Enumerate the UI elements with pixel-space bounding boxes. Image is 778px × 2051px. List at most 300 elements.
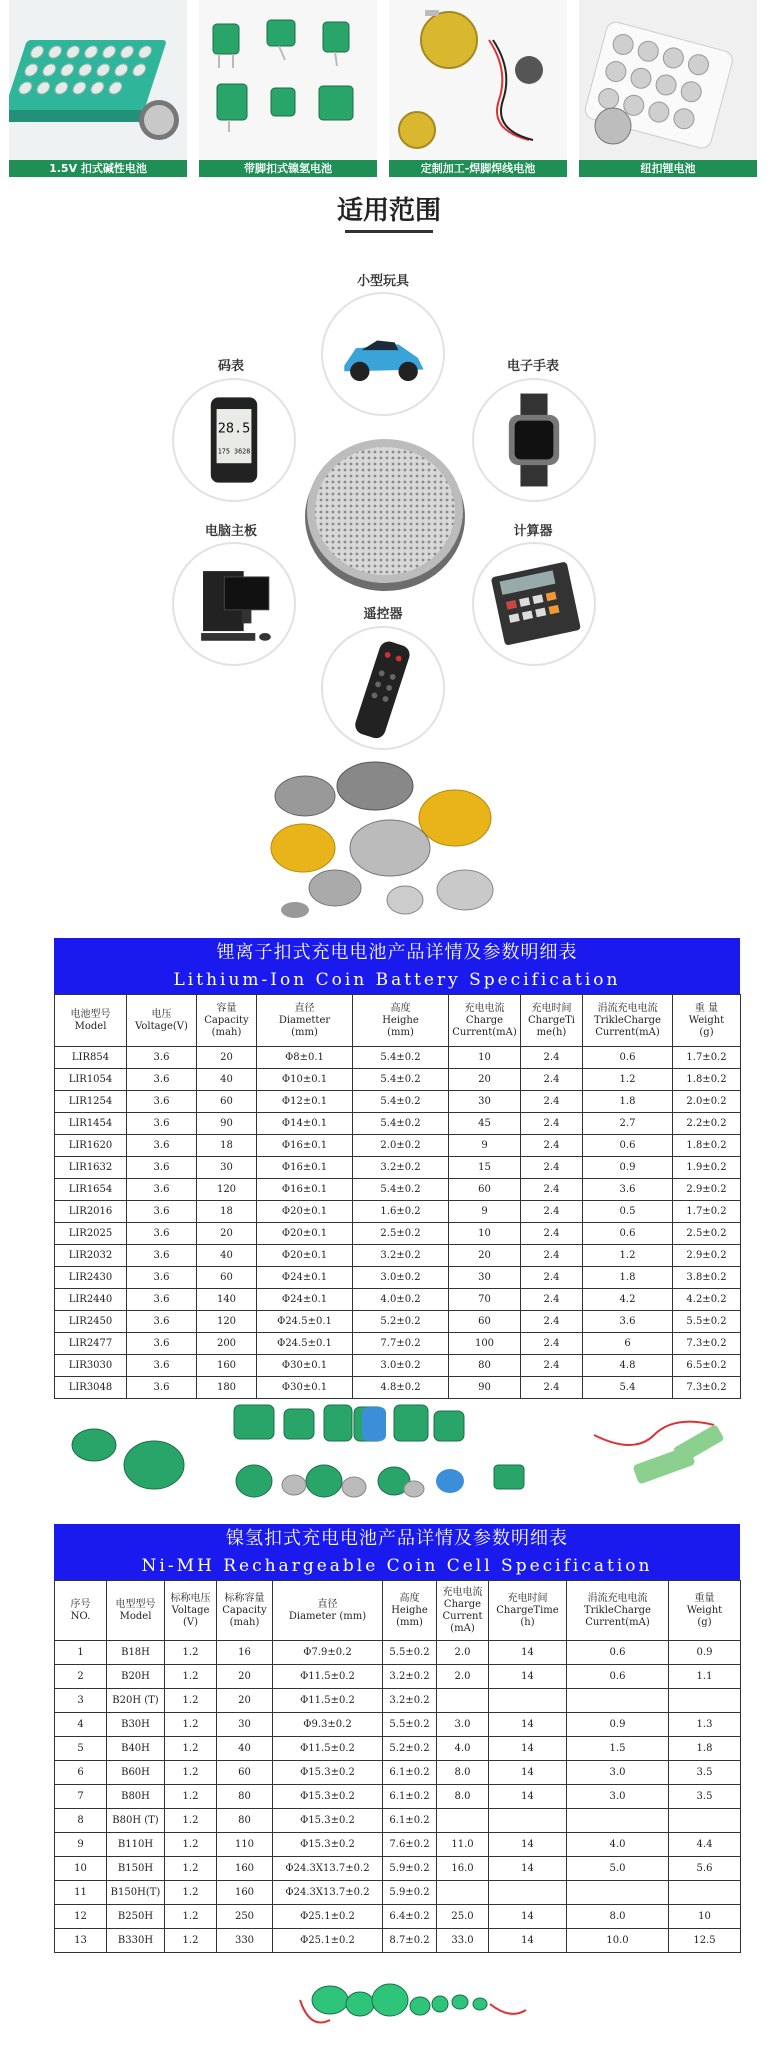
lithium-table-cell: 4.2±0.2 [673, 1289, 741, 1311]
lithium-header-line: 容量 [216, 1002, 237, 1014]
nimh-table-cell: 4 [55, 1713, 107, 1737]
lithium-table-cell: 1.7±0.2 [673, 1047, 741, 1069]
nimh-table-cell: Φ15.3±0.2 [273, 1761, 383, 1785]
lithium-header-cell [353, 995, 449, 1047]
nimh-table-cell: 25.0 [437, 1905, 489, 1929]
nimh-table-cell [437, 1881, 489, 1905]
lithium-table-cell: 2.7 [583, 1113, 673, 1135]
lithium-table-cell: 100 [449, 1333, 521, 1355]
nimh-table-cell: 3.5 [669, 1761, 741, 1785]
lithium-table-cell: 2.9±0.2 [673, 1245, 741, 1267]
nimh-table-cell: 4.4 [669, 1833, 741, 1857]
nimh-table-cell: 0.9 [669, 1641, 741, 1665]
nimh-packs-photo [290, 1960, 530, 2040]
nimh-table-cell: Φ9.3±0.2 [273, 1713, 383, 1737]
nimh-table-cell: 1.2 [165, 1905, 217, 1929]
nimh-header-line: 标称容量 [224, 1592, 265, 1604]
lithium-table-cell: 70 [449, 1289, 521, 1311]
lithium-table-cell: 30 [449, 1267, 521, 1289]
lithium-table-cell: 3.0±0.2 [353, 1267, 449, 1289]
nimh-table-cell: 14 [489, 1761, 567, 1785]
nimh-table-cell: 1.3 [669, 1713, 741, 1737]
lithium-table-banner [54, 938, 740, 994]
nimh-table-cell: 33.0 [437, 1929, 489, 1953]
nimh-table-cell [669, 1881, 741, 1905]
lithium-table-cell: 4.2 [583, 1289, 673, 1311]
nimh-header-line: 重量 [694, 1592, 715, 1604]
lithium-table-row [55, 1135, 741, 1157]
lithium-table-cell: Φ12±0.1 [257, 1091, 353, 1113]
toy-car-icon [321, 292, 445, 416]
nimh-table-cell: 16.0 [437, 1857, 489, 1881]
nimh-table-cell [489, 1689, 567, 1713]
lithium-table-cell: 60 [449, 1311, 521, 1333]
lithium-table-row [55, 1201, 741, 1223]
lithium-header-cell [583, 995, 673, 1047]
lithium-table-cell: 3.6 [127, 1377, 197, 1399]
nimh-header-line: (mA) [450, 1622, 475, 1634]
nimh-table-cell: 10.0 [567, 1929, 669, 1953]
lithium-table-cell: 120 [197, 1179, 257, 1201]
lithium-table-cell: 3.6 [127, 1333, 197, 1355]
lithium-table-cell: 5.4 [583, 1377, 673, 1399]
lithium-table-cell: 2.0±0.2 [353, 1135, 449, 1157]
lithium-table-cell: LIR3048 [55, 1377, 127, 1399]
lithium-table-cell: 160 [197, 1355, 257, 1377]
lithium-table-cell: 7.3±0.2 [673, 1377, 741, 1399]
label-toys: 小型玩具 [356, 274, 409, 289]
nimh-table-cell: 1.2 [165, 1929, 217, 1953]
lithium-title-cn: 锂离子扣式充电电池产品详情及参数明细表 [216, 942, 578, 963]
lithium-table-cell: 3.2±0.2 [353, 1157, 449, 1179]
nimh-table-cell: Φ24.3X13.7±0.2 [273, 1857, 383, 1881]
nimh-header-cell [107, 1581, 165, 1641]
nimh-table-cell: 1.2 [165, 1809, 217, 1833]
nimh-header-line: Voltage [171, 1604, 210, 1616]
lithium-table-cell: 5.4±0.2 [353, 1091, 449, 1113]
lithium-table-cell: 0.6 [583, 1047, 673, 1069]
nimh-table-cell: 20 [217, 1689, 273, 1713]
lithium-table-cell: 60 [197, 1091, 257, 1113]
nimh-header-cell [165, 1581, 217, 1641]
label-calculator: 计算器 [513, 524, 553, 539]
nimh-title-en: Ni-MH Rechargeable Coin Cell Specification [141, 1556, 653, 1576]
nimh-table-cell: 7.6±0.2 [383, 1833, 437, 1857]
nimh-table-cell: 1.2 [165, 1785, 217, 1809]
nimh-table-cell: 6.1±0.2 [383, 1785, 437, 1809]
nimh-table-cell [669, 1809, 741, 1833]
nimh-table-cell: 12.5 [669, 1929, 741, 1953]
nimh-table-cell: 5.5±0.2 [383, 1641, 437, 1665]
nimh-table-cell: Φ7.9±0.2 [273, 1641, 383, 1665]
lithium-table-cell: 2.4 [521, 1047, 583, 1069]
nimh-table-cell: Φ11.5±0.2 [273, 1665, 383, 1689]
lithium-table-cell: 200 [197, 1333, 257, 1355]
nimh-table-cell: B20H [107, 1665, 165, 1689]
lithium-table-cell: Φ24±0.1 [257, 1267, 353, 1289]
lithium-table-cell: 2.5±0.2 [673, 1223, 741, 1245]
nimh-table-row [55, 1857, 741, 1881]
nimh-table-cell: 3.0 [567, 1785, 669, 1809]
lithium-header-line: 电池型号 [70, 1008, 111, 1020]
nimh-table-row [55, 1713, 741, 1737]
lithium-table-cell: LIR2025 [55, 1223, 127, 1245]
nimh-table-cell: 5.2±0.2 [383, 1737, 437, 1761]
nimh-header-line: 电型型号 [115, 1598, 156, 1610]
lithium-table-cell: LIR2477 [55, 1333, 127, 1355]
lithium-header-line: (mm) [291, 1026, 318, 1038]
nimh-header-cell [489, 1581, 567, 1641]
nimh-header-line: Charge [443, 1598, 482, 1610]
nimh-table-cell: 14 [489, 1713, 567, 1737]
lithium-table-cell: LIR2016 [55, 1201, 127, 1223]
nimh-table-banner [54, 1524, 740, 1580]
nimh-header-line: (g) [697, 1616, 712, 1628]
lithium-table-row [55, 1157, 741, 1179]
coin-batteries-photo [255, 760, 525, 920]
lithium-table-cell: 60 [449, 1179, 521, 1201]
nimh-body [55, 1641, 741, 1953]
nimh-table-cell: 8.7±0.2 [383, 1929, 437, 1953]
lithium-table-cell: 1.8±0.2 [673, 1069, 741, 1091]
lithium-table-cell: 20 [449, 1245, 521, 1267]
odometer-sub-text: 175 3628 [217, 447, 251, 456]
nimh-table-cell [567, 1809, 669, 1833]
nimh-header-line: NO. [70, 1610, 91, 1622]
lithium-table-cell: 2.4 [521, 1113, 583, 1135]
nimh-table-cell: 14 [489, 1785, 567, 1809]
nimh-table-cell: 1.2 [165, 1833, 217, 1857]
nimh-table-cell: Φ11.5±0.2 [273, 1737, 383, 1761]
lithium-table-row [55, 1069, 741, 1091]
lithium-table-cell: 3.6 [127, 1311, 197, 1333]
nimh-table-cell: 6.1±0.2 [383, 1761, 437, 1785]
lithium-table-cell: 30 [449, 1091, 521, 1113]
nimh-table-cell: B40H [107, 1737, 165, 1761]
lithium-table-cell: 10 [449, 1047, 521, 1069]
nimh-table-cell: 40 [217, 1737, 273, 1761]
lithium-table-cell: Φ14±0.1 [257, 1113, 353, 1135]
alkaline-tray-image [9, 0, 187, 160]
lithium-header-line: (g) [699, 1026, 714, 1038]
lithium-table-cell: 140 [197, 1289, 257, 1311]
nimh-table-row [55, 1689, 741, 1713]
lithium-table-cell: 5.4±0.2 [353, 1179, 449, 1201]
lithium-table-cell: 3.6 [127, 1113, 197, 1135]
lithium-table [54, 994, 741, 1399]
nimh-table-cell: 8.0 [437, 1785, 489, 1809]
lithium-title-en: Lithium-Ion Coin Battery Specification [173, 970, 621, 990]
nimh-table-cell [437, 1809, 489, 1833]
nimh-table-row [55, 1929, 741, 1953]
nimh-header-line: Capacity [222, 1604, 267, 1616]
nimh-table-cell: 8.0 [437, 1761, 489, 1785]
nimh-table-cell: 10 [669, 1905, 741, 1929]
lithium-table-row [55, 1047, 741, 1069]
lithium-table-cell: 2.0±0.2 [673, 1091, 741, 1113]
lithium-table-row [55, 1267, 741, 1289]
nimh-table-cell: 14 [489, 1929, 567, 1953]
lithium-table-cell: 2.4 [521, 1267, 583, 1289]
nimh-header-cell [55, 1581, 107, 1641]
lithium-table-cell: Φ16±0.1 [257, 1157, 353, 1179]
nimh-header-line: 涓流充电电流 [587, 1592, 648, 1604]
nimh-header-line: (mah) [229, 1616, 260, 1628]
lithium-body [55, 1047, 741, 1399]
lithium-table-cell: 180 [197, 1377, 257, 1399]
category-alkaline[interactable] [9, 0, 187, 178]
remote-control-icon [321, 626, 445, 750]
lithium-table-cell: Φ20±0.1 [257, 1201, 353, 1223]
nimh-table-cell: 3.2±0.2 [383, 1665, 437, 1689]
lithium-table-cell: 5.4±0.2 [353, 1047, 449, 1069]
nimh-header-cell [273, 1581, 383, 1641]
lithium-table-cell: 90 [197, 1113, 257, 1135]
nimh-header-line: 高度 [399, 1592, 420, 1604]
nimh-table-cell: 1.2 [165, 1857, 217, 1881]
lithium-header-cell [449, 995, 521, 1047]
nimh-header [55, 1581, 741, 1641]
nimh-table-cell: 1.5 [567, 1737, 669, 1761]
nimh-header-line: Heighe [391, 1604, 428, 1616]
odometer-main-text: 28.5 [217, 420, 251, 437]
lithium-table-cell: 3.2±0.2 [353, 1245, 449, 1267]
label-remote: 遥控器 [363, 607, 403, 622]
nimh-table-cell: B110H [107, 1833, 165, 1857]
lithium-table-cell: 3.6 [127, 1047, 197, 1069]
category-nimh-legs[interactable] [199, 0, 377, 178]
lithium-table-cell: 2.4 [521, 1069, 583, 1091]
nimh-header-line: TrikleCharge [584, 1604, 651, 1616]
nimh-header-line: (h) [520, 1616, 535, 1628]
lithium-table-cell: 2.9±0.2 [673, 1179, 741, 1201]
lithium-header-line: 重 量 [694, 1002, 719, 1014]
nimh-table-cell: 14 [489, 1665, 567, 1689]
nimh-table [54, 1580, 741, 1953]
category-custom-welded[interactable] [389, 0, 567, 178]
lithium-table-cell: 45 [449, 1113, 521, 1135]
lithium-header-line: 电压 [151, 1008, 172, 1020]
lithium-table-cell: 90 [449, 1377, 521, 1399]
nimh-table-cell: 5.9±0.2 [383, 1857, 437, 1881]
nimh-table-cell: 5.0 [567, 1857, 669, 1881]
label-motherboard: 电脑主板 [204, 524, 257, 539]
nimh-legs-image [199, 0, 377, 160]
nimh-table-row [55, 1761, 741, 1785]
lithium-table-cell: 60 [197, 1267, 257, 1289]
nimh-table-row [55, 1737, 741, 1761]
lithium-table-cell: LIR854 [55, 1047, 127, 1069]
nimh-table-cell: 1.2 [165, 1737, 217, 1761]
nimh-table-cell: 9 [55, 1833, 107, 1857]
nimh-table-cell: 14 [489, 1833, 567, 1857]
lithium-table-cell: 2.4 [521, 1377, 583, 1399]
lithium-table-cell: LIR2450 [55, 1311, 127, 1333]
nimh-table-cell: 3.5 [669, 1785, 741, 1809]
nimh-table-cell [567, 1881, 669, 1905]
label-watch: 电子手表 [506, 359, 559, 374]
lithium-table-cell: 2.4 [521, 1355, 583, 1377]
lithium-table-cell: 3.0±0.2 [353, 1355, 449, 1377]
lithium-table-cell: 0.9 [583, 1157, 673, 1179]
nimh-header-line: Weight [686, 1604, 723, 1616]
nimh-table-cell [567, 1689, 669, 1713]
lithium-table-cell: 18 [197, 1201, 257, 1223]
lithium-table-cell: 1.8 [583, 1091, 673, 1113]
lithium-table-cell: 40 [197, 1069, 257, 1091]
lithium-table-cell: 15 [449, 1157, 521, 1179]
lithium-table-cell: 5.4±0.2 [353, 1113, 449, 1135]
lithium-table-cell: Φ20±0.1 [257, 1245, 353, 1267]
lithium-table-cell: Φ24.5±0.1 [257, 1311, 353, 1333]
nimh-header-line: 直径 [317, 1598, 338, 1610]
nimh-table-cell: 2.0 [437, 1665, 489, 1689]
nimh-table-cell: 1.2 [165, 1713, 217, 1737]
lithium-table-cell: 1.9±0.2 [673, 1157, 741, 1179]
nimh-table-cell: 11.0 [437, 1833, 489, 1857]
lithium-table-cell: 20 [197, 1223, 257, 1245]
custom-welded-image [389, 0, 567, 160]
nimh-table-cell: B80H (T) [107, 1809, 165, 1833]
lithium-header-line: Charge [465, 1014, 504, 1026]
nimh-table-row [55, 1881, 741, 1905]
lithium-table-cell: 7.7±0.2 [353, 1333, 449, 1355]
nimh-table-cell: 14 [489, 1641, 567, 1665]
nimh-table-cell: 5.9±0.2 [383, 1881, 437, 1905]
lithium-header-line: 充电时间 [531, 1002, 572, 1014]
lithium-table-cell: 3.6 [127, 1135, 197, 1157]
lithium-table-cell: 3.6 [127, 1179, 197, 1201]
nimh-spec-table [54, 1524, 740, 1953]
nimh-table-cell: 1.8 [669, 1737, 741, 1761]
lithium-table-cell: 6 [583, 1333, 673, 1355]
nimh-table-cell: 7 [55, 1785, 107, 1809]
nimh-table-cell: 14 [489, 1737, 567, 1761]
lithium-table-cell: LIR2032 [55, 1245, 127, 1267]
lithium-table-cell: 3.6 [127, 1289, 197, 1311]
nimh-table-row [55, 1641, 741, 1665]
nimh-table-cell: 1.1 [669, 1665, 741, 1689]
lithium-table-row [55, 1333, 741, 1355]
nimh-header-line: ChargeTime [496, 1604, 559, 1616]
nimh-table-cell: 6.1±0.2 [383, 1809, 437, 1833]
lithium-table-cell: 3.6 [127, 1355, 197, 1377]
nimh-table-cell: 110 [217, 1833, 273, 1857]
lithium-header-cell [257, 995, 353, 1047]
lithium-table-cell: 0.6 [583, 1223, 673, 1245]
nimh-table-cell: 0.6 [567, 1641, 669, 1665]
lithium-header-line: ChargeTi [527, 1014, 576, 1026]
label-odometer: 码表 [217, 359, 244, 374]
lithium-table-cell: Φ16±0.1 [257, 1179, 353, 1201]
lithium-table-cell: LIR2440 [55, 1289, 127, 1311]
lithium-table-row [55, 1245, 741, 1267]
nimh-header-line: Current [442, 1610, 483, 1622]
title-underline [345, 230, 433, 233]
nimh-table-cell: B250H [107, 1905, 165, 1929]
lithium-table-cell: 18 [197, 1135, 257, 1157]
lithium-header-line: me(h) [536, 1026, 567, 1038]
lithium-table-cell: LIR1654 [55, 1179, 127, 1201]
nimh-table-cell: B150H [107, 1857, 165, 1881]
lithium-table-cell: 4.8±0.2 [353, 1377, 449, 1399]
lithium-table-cell: 3.6 [127, 1223, 197, 1245]
lithium-table-cell: 30 [197, 1157, 257, 1179]
lithium-table-cell: 2.4 [521, 1289, 583, 1311]
nimh-table-cell: B30H [107, 1713, 165, 1737]
nimh-table-cell: Φ15.3±0.2 [273, 1785, 383, 1809]
lithium-table-cell: 120 [197, 1311, 257, 1333]
lithium-table-row [55, 1091, 741, 1113]
lithium-table-cell: 20 [197, 1047, 257, 1069]
lithium-table-cell: Φ24±0.1 [257, 1289, 353, 1311]
nimh-table-cell: 250 [217, 1905, 273, 1929]
nimh-table-row [55, 1833, 741, 1857]
lithium-header-cell [127, 995, 197, 1047]
nimh-header-line: 序号 [70, 1598, 91, 1610]
lithium-table-cell: LIR1620 [55, 1135, 127, 1157]
lithium-table-cell: Φ20±0.1 [257, 1223, 353, 1245]
lithium-header-line: 高度 [390, 1002, 411, 1014]
nimh-table-cell: 3.0 [437, 1713, 489, 1737]
nimh-header-line: (V) [182, 1616, 199, 1628]
lithium-table-cell: LIR1454 [55, 1113, 127, 1135]
category-lithium-coin[interactable] [579, 0, 757, 178]
lithium-header-cell [55, 995, 127, 1047]
lithium-table-cell: 10 [449, 1223, 521, 1245]
nimh-batteries-photo [54, 1395, 740, 1515]
odometer-icon [172, 378, 296, 502]
nimh-table-cell: B60H [107, 1761, 165, 1785]
lithium-table-cell: LIR1054 [55, 1069, 127, 1091]
lithium-table-cell: 2.4 [521, 1201, 583, 1223]
lithium-table-cell: 1.2 [583, 1245, 673, 1267]
lithium-header-line: Voltage(V) [135, 1020, 188, 1032]
nimh-table-cell: 4.0 [567, 1833, 669, 1857]
nimh-header-cell [567, 1581, 669, 1641]
nimh-table-cell: 4.0 [437, 1737, 489, 1761]
lithium-table-row [55, 1311, 741, 1333]
smartwatch-icon [472, 378, 596, 502]
nimh-table-cell: 1 [55, 1641, 107, 1665]
nimh-table-cell: Φ15.3±0.2 [273, 1809, 383, 1833]
nimh-table-cell: 13 [55, 1929, 107, 1953]
lithium-table-cell: 3.6 [127, 1245, 197, 1267]
nimh-table-cell: 20 [217, 1665, 273, 1689]
lithium-table-row [55, 1113, 741, 1135]
lithium-header-line: Heighe [382, 1014, 419, 1026]
nimh-table-cell: B80H [107, 1785, 165, 1809]
nimh-table-cell [669, 1689, 741, 1713]
lithium-header-line: Model [74, 1020, 107, 1032]
lithium-table-cell: LIR1254 [55, 1091, 127, 1113]
nimh-header-line: (mm) [396, 1616, 423, 1628]
nimh-table-cell: 14 [489, 1857, 567, 1881]
nimh-table-cell: 6 [55, 1761, 107, 1785]
lithium-table-cell: 3.6 [127, 1201, 197, 1223]
lithium-table-cell: Φ24.5±0.1 [257, 1333, 353, 1355]
lithium-table-cell: 3.6 [127, 1267, 197, 1289]
nimh-table-cell: 1.2 [165, 1689, 217, 1713]
lithium-header-cell [521, 995, 583, 1047]
lithium-table-cell: 2.4 [521, 1223, 583, 1245]
lithium-coin-image [579, 0, 757, 160]
nimh-table-cell: 160 [217, 1881, 273, 1905]
lithium-table-cell: 2.4 [521, 1157, 583, 1179]
nimh-table-cell: 3.2±0.2 [383, 1689, 437, 1713]
nimh-header-line: Current(mA) [585, 1616, 650, 1628]
nimh-table-cell: Φ25.1±0.2 [273, 1905, 383, 1929]
